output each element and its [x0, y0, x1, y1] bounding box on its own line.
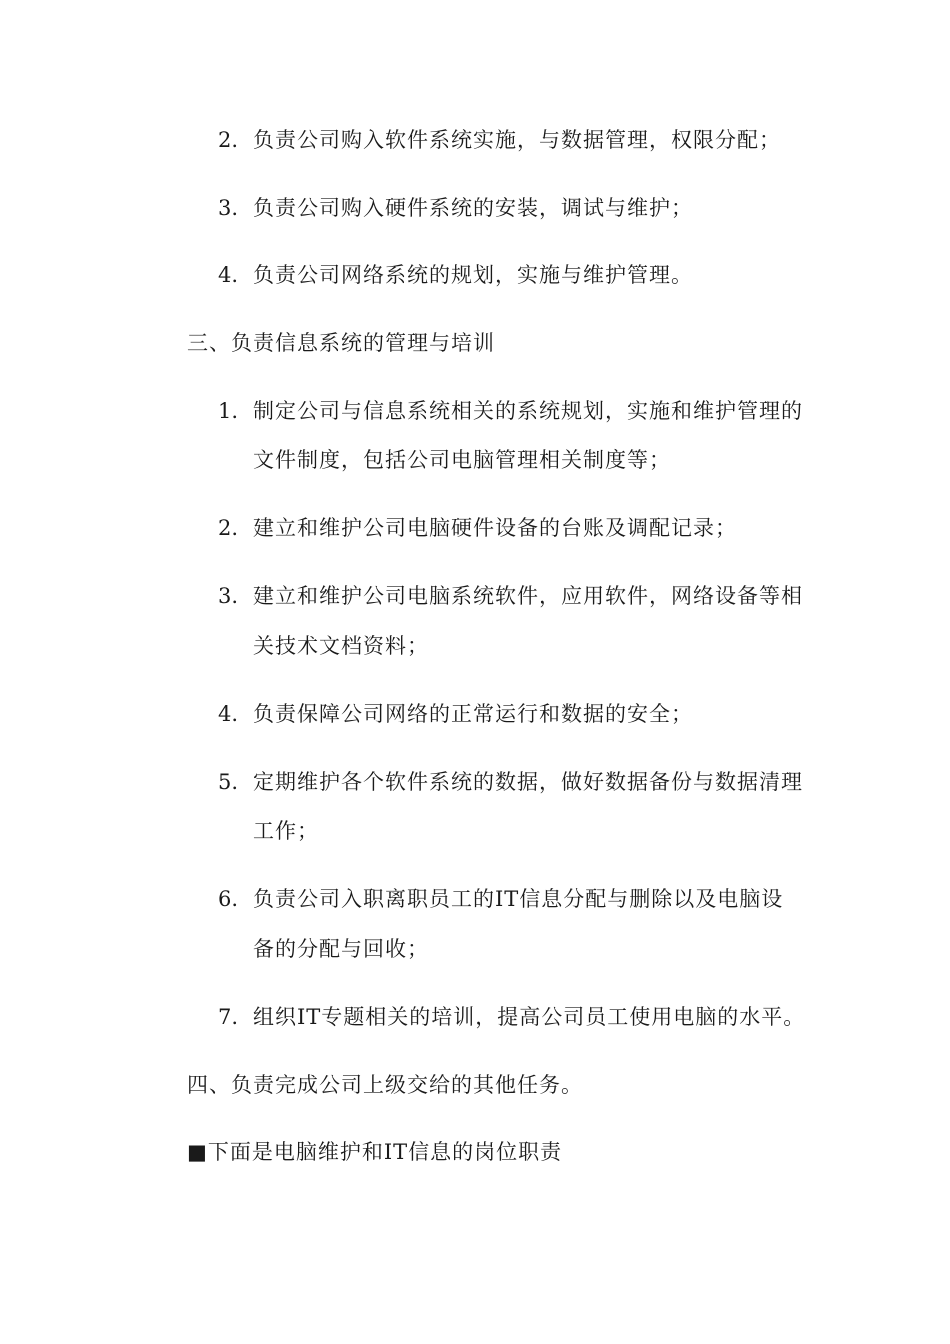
item-number: 4.	[218, 263, 239, 287]
list-item-text: 制定公司与信息系统相关的系统规划，实施和维护管理的	[253, 399, 803, 423]
list-item-text: 建立和维护公司电脑系统软件，应用软件，网络设备等相	[253, 584, 803, 608]
list-item-text: 负责公司购入硬件系统的安装，调试与维护；	[253, 196, 693, 220]
item-number: 3.	[218, 584, 239, 608]
list-item-text: 建立和维护公司电脑硬件设备的台账及调配记录；	[253, 516, 737, 540]
item-number: 5.	[218, 770, 239, 794]
footer-note: ■下面是电脑维护和IT信息的岗位职责	[187, 1140, 563, 1164]
section-heading: 四、负责完成公司上级交给的其他任务。	[187, 1073, 583, 1097]
list-item-continuation: 关技术文档资料；	[253, 634, 429, 658]
item-number: 2.	[218, 516, 239, 540]
item-number: 1.	[218, 399, 239, 423]
item-number: 3.	[218, 196, 239, 220]
list-item-text: 负责公司网络系统的规划，实施与维护管理。	[253, 263, 693, 287]
list-item-continuation: 备的分配与回收；	[253, 937, 429, 961]
item-number: 7.	[218, 1005, 239, 1029]
list-item-text: 负责公司入职离职员工的IT信息分配与删除以及电脑设	[253, 887, 784, 911]
list-item-text: 负责保障公司网络的正常运行和数据的安全；	[253, 702, 693, 726]
list-item-continuation: 工作；	[253, 819, 319, 843]
item-number: 6.	[218, 887, 239, 911]
list-item-continuation: 文件制度，包括公司电脑管理相关制度等；	[253, 448, 671, 472]
list-item-text: 定期维护各个软件系统的数据，做好数据备份与数据清理	[253, 770, 803, 794]
list-item-text: 负责公司购入软件系统实施，与数据管理，权限分配；	[253, 128, 781, 152]
list-item-text: 组织IT专题相关的培训，提高公司员工使用电脑的水平。	[253, 1005, 806, 1029]
section-heading: 三、负责信息系统的管理与培训	[187, 331, 495, 355]
item-number: 2.	[218, 128, 239, 152]
item-number: 4.	[218, 702, 239, 726]
